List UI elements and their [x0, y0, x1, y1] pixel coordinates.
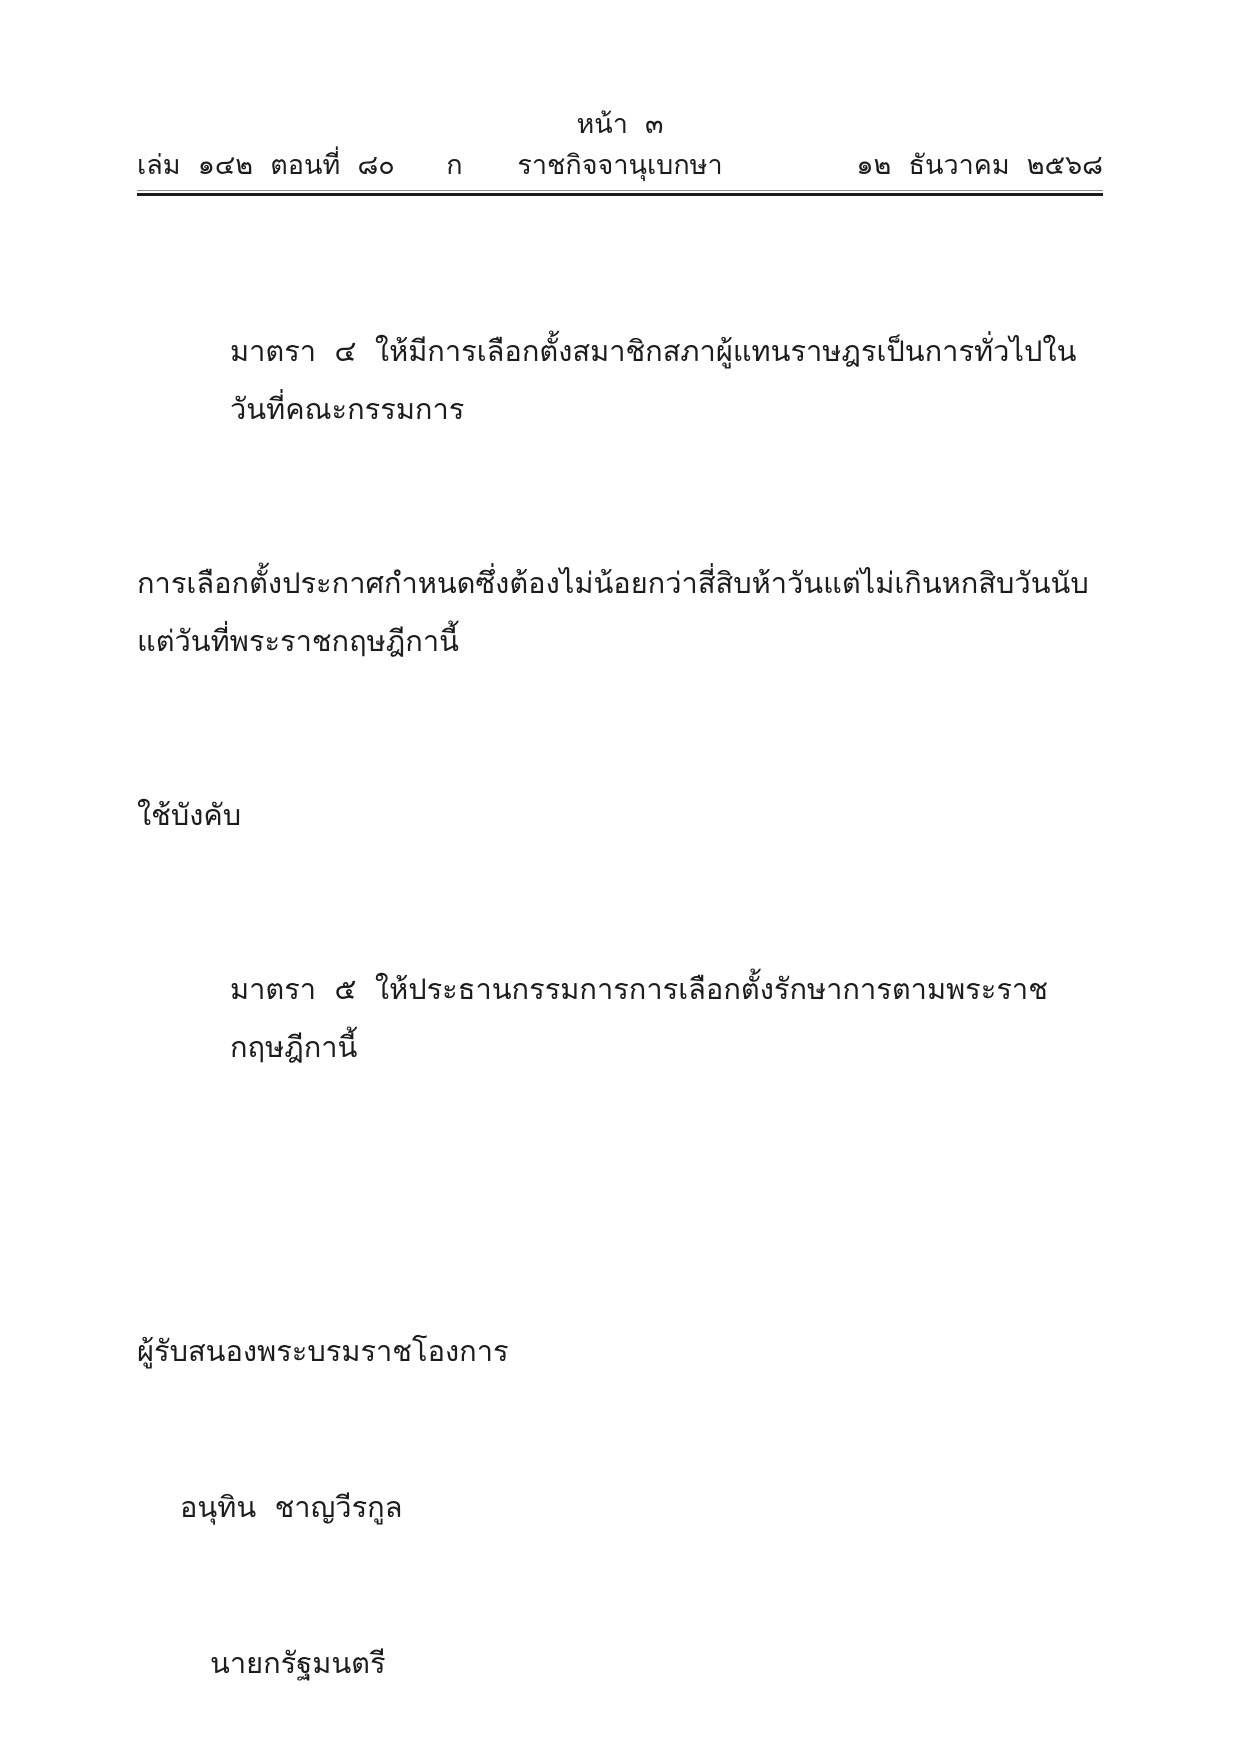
- masthead: [137, 147, 1103, 185]
- header-double-rule: [137, 190, 1103, 196]
- masthead-gazette-title: ราชกิจจานุเบกษา: [517, 150, 723, 181]
- page-number-label: หน้า ๓: [576, 109, 664, 140]
- masthead-volume-part: เล่ม ๑๔๒ ตอนที่ ๘๐ ก: [137, 150, 463, 181]
- section-4-line-2: การเลือกตั้งประกาศกำหนดซึ่งต้องไม่น้อยกว่าสี่สิบห้าวันแต่ไม่เกินหกสิบวันนับแต่วันที่พระราชกฤษฎีกานี้: [137, 566, 1089, 658]
- section-5-line-1: มาตรา ๕ ให้ประธานกรรมการการเลือกตั้งรักษาการตามพระราชกฤษฎีกานี้: [230, 972, 1048, 1064]
- signature-name: อนุทิน ชาญวีรกูล: [180, 1490, 403, 1524]
- masthead-date: ๑๒ ธันวาคม ๒๕๖๘: [856, 150, 1103, 181]
- signature-countersign-label: ผู้รับสนองพระบรมราชโองการ: [137, 1334, 509, 1368]
- section-4-line-3: ใช้บังคับ: [137, 798, 242, 832]
- decree-body: [137, 206, 1103, 1192]
- signature-block: [137, 1221, 1103, 1754]
- section-4-line-1: มาตรา ๔ ให้มีการเลือกตั้งสมาชิกสภาผู้แทนราษฎรเป็นการทั่วไปในวันที่คณะกรรมการ: [230, 334, 1077, 426]
- signature-title: นายกรัฐมนตรี: [210, 1646, 386, 1680]
